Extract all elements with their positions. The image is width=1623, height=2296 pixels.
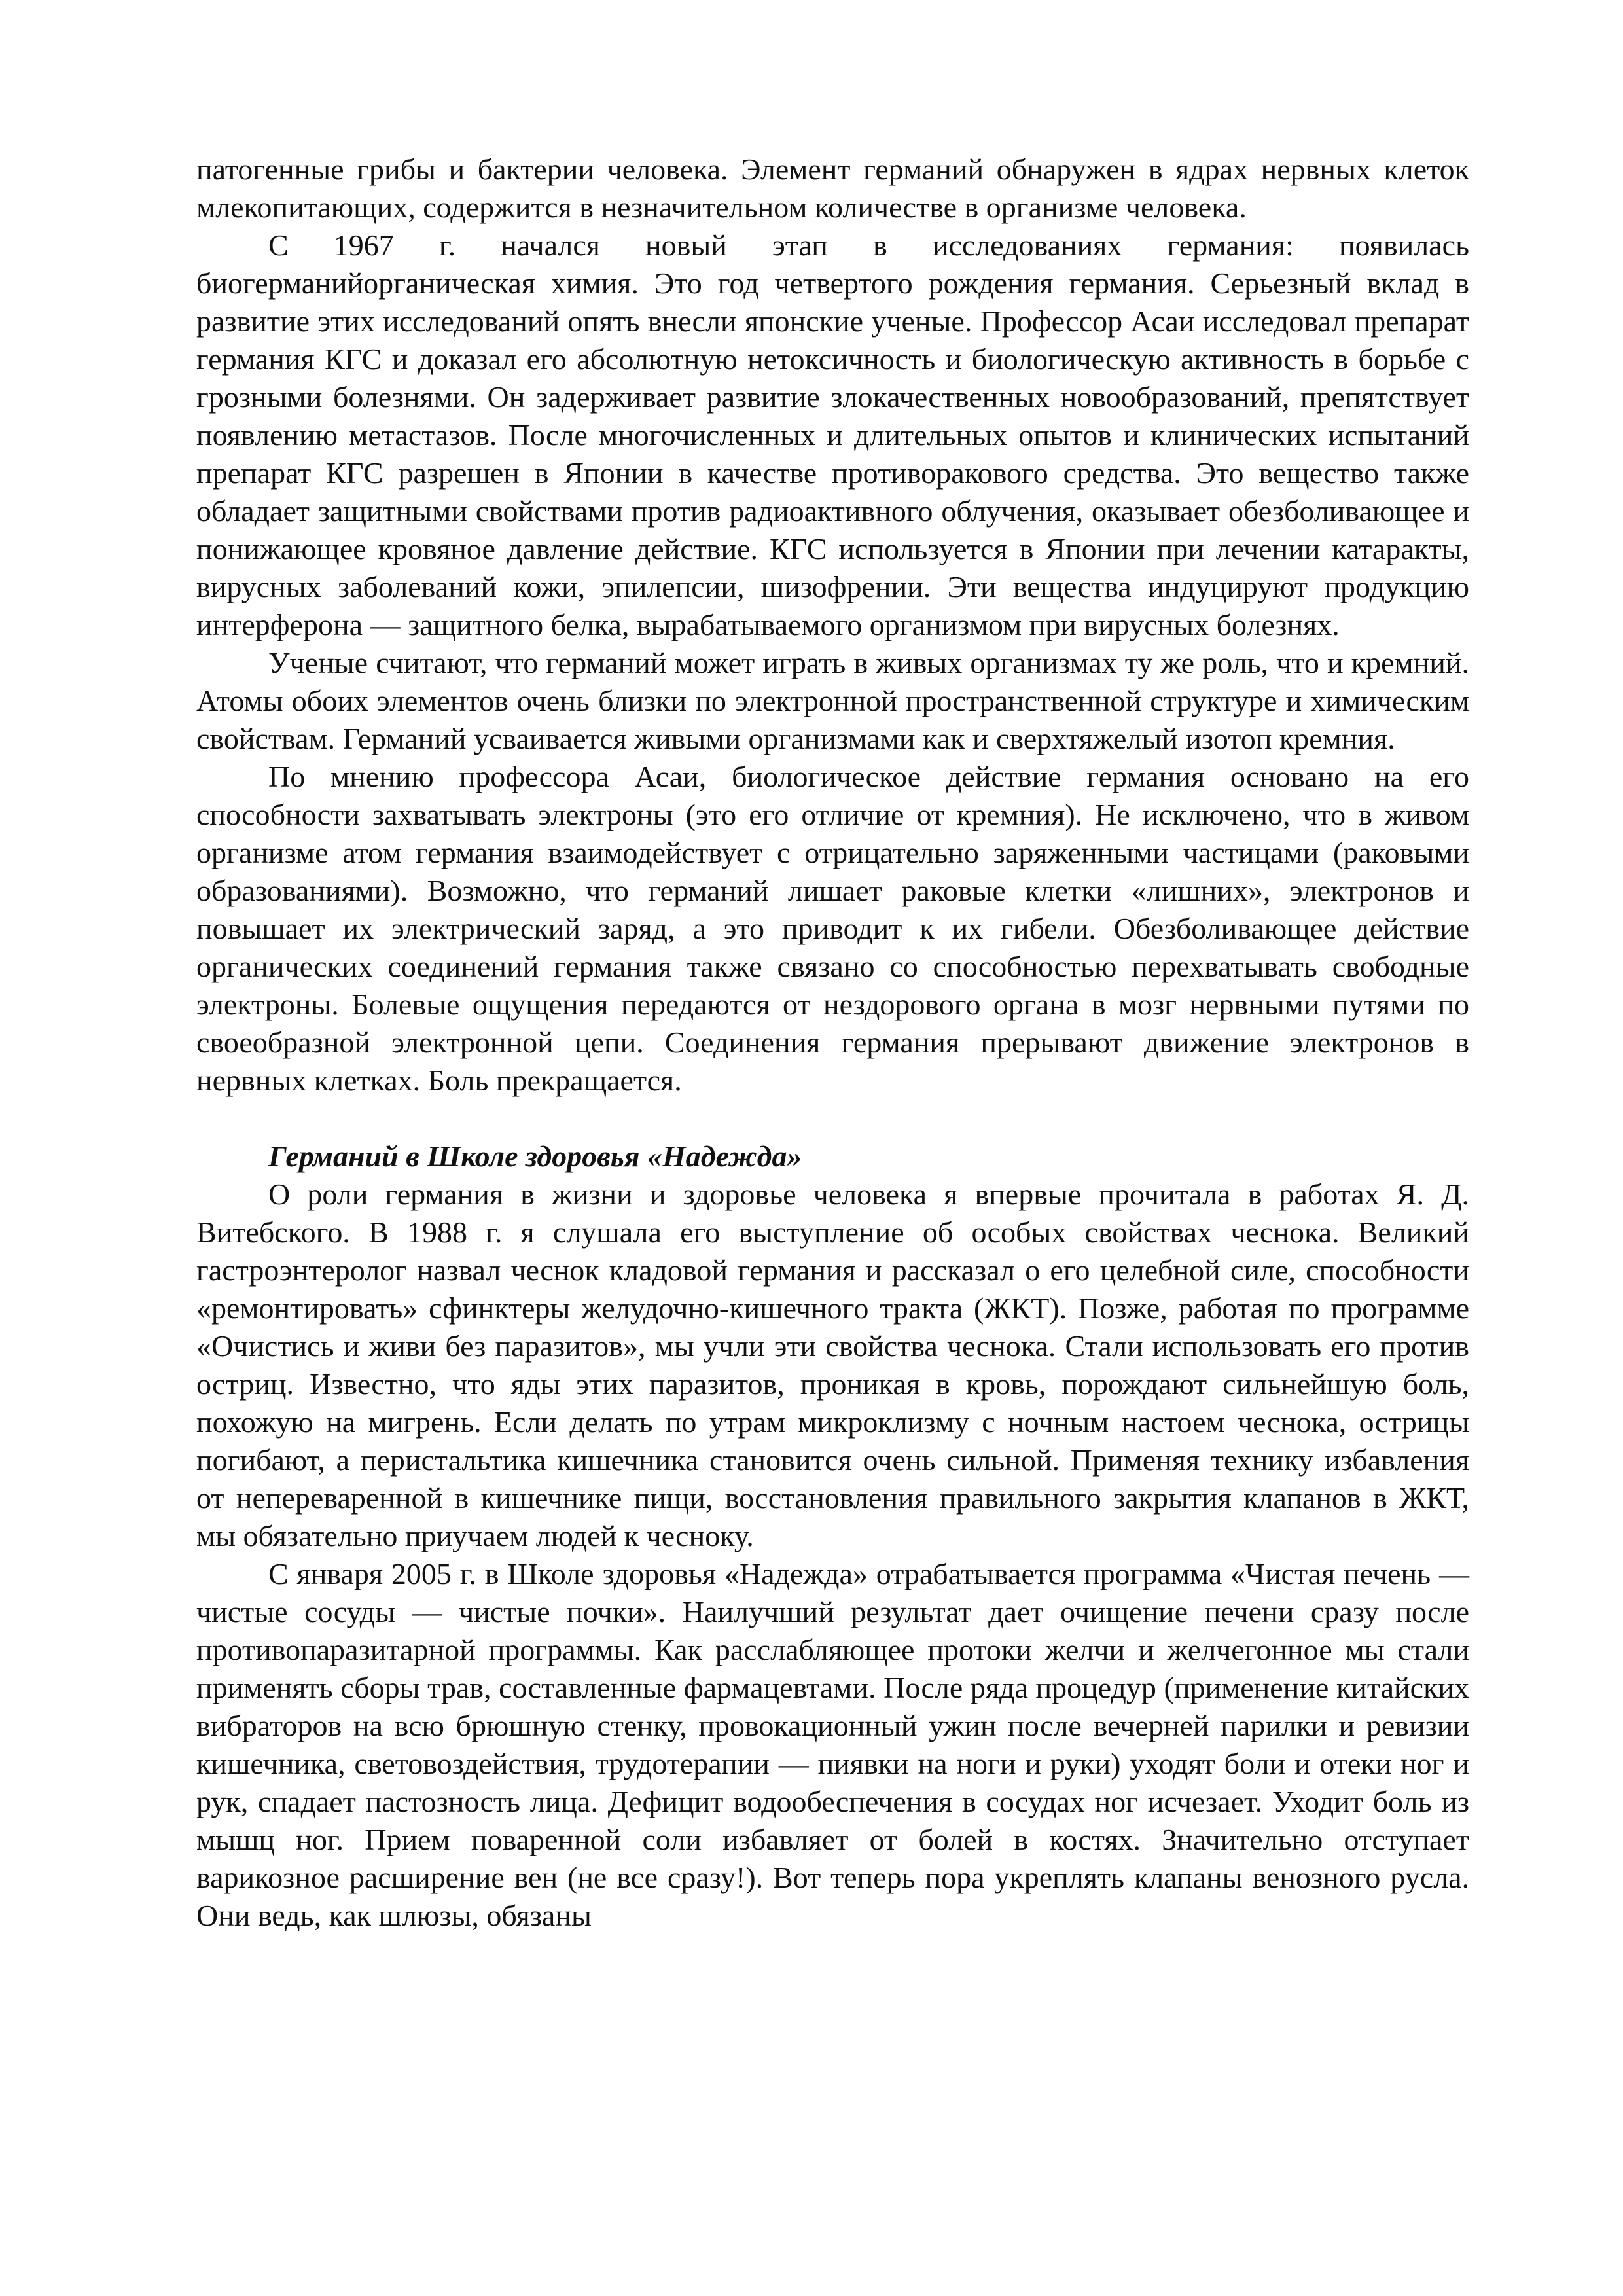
document-page: [196, 151, 1469, 1935]
section-heading: Германий в Школе здоровья «Надежда»: [268, 1139, 802, 1173]
paragraph-asai-opinion: По мнению профессора Асаи, биологическое действие германия основано на его способности захватывать электроны (это его отличие от кремния). Не исключено, что в живом организме атом германия взаимодействует с отрицательно заряженными частицами (раковыми образованиями). Возможно, что германий лишает раковые клетки «лишних», электронов и повышает их электрический заряд, а это приводит к их гибели. Обезболивающее действие органических соединений германия также связано со способностью перехватывать свободные электроны. Болевые ощущения передаются от нездорового органа в мозг нервными путями по своеобразной электронной цепи. Соединения германия прерывают движение электронов в нервных клетках. Боль прекращается.: [196, 760, 1469, 1097]
paragraph-1967-research: С 1967 г. начался новый этап в исследованиях германия: появилась биогерманийорганическая химия. Это год четвертого рождения германия. Серьезный вклад в развитие этих исследований опять внесли японские ученые. Профессор Асаи исследовал препарат германия КГС и доказал его абсолютную нетоксичность и биологическую активность в борьбе с грозными болезнями. Он задерживает развитие злокачественных новообразований, препятствует появлению метастазов. После многочисленных и длительных опытов и клинических испытаний препарат КГС разрешен в Японии в качестве противоракового средства. Это вещество также обладает защитными свойствами против радиоактивного облучения, оказывает обезболивающее и понижающее кровяное давление действие. КГС используется в Японии при лечении катаракты, вирусных заболеваний кожи, эпилепсии, шизофрении. Эти вещества индуцируют продукцию интерферона — защитного белка, вырабатываемого организмом при вирусных болезнях.: [196, 228, 1469, 641]
paragraph-2005-program: С января 2005 г. в Школе здоровья «Надежда» отрабатывается программа «Чистая печень — чистые сосуды — чистые почки». Наилучший результат дает очищение печени сразу после противопаразитарной программы. Как расслабляющее протоки желчи и желчегонное мы стали применять сборы трав, составленные фармацевтами. После ряда процедур (применение китайских вибраторов на всю брюшную стенку, провокационный ужин после вечерней парилки и ревизии кишечника, световоздействия, трудотерапии — пиявки на ноги и руки) уходят боли и отеки ног и рук, спадает пастозность лица. Дефицит водообеспечения в сосудах ног исчезает. Уходит боль из мышц ног. Прием поваренной соли избавляет от болей в костях. Значительно отступает варикозное расширение вен (не все сразу!). Вот теперь пора укреплять клапаны венозного русла. Они ведь, как шлюзы, обязаны: [196, 1557, 1469, 1932]
paragraph-germanium-silicon: Ученые считают, что германий может играть в живых организмах ту же роль, что и кремний. Атомы обоих элементов очень близки по электронной пространственной структуре и химическим свойствам. Германий усваивается живыми организмами как и сверхтяжелый изотоп кремния.: [196, 646, 1469, 755]
paragraph-vitebsky: О роли германия в жизни и здоровье человека я впервые прочитала в работах Я. Д. Витебского. В 1988 г. я слушала его выступление об особых свойствах чеснока. Великий гастроэнтеролог назвал чеснок кладовой германия и рассказал о его целебной силе, способности «ремонтировать» сфинктеры желудочно-кишечного тракта (ЖКТ). Позже, работая по программе «Очистись и живи без паразитов», мы учли эти свойства чеснока. Стали использовать его против остриц. Известно, что яды этих паразитов, проникая в кровь, порождают сильнейшую боль, похожую на мигрень. Если делать по утрам микроклизму с ночным настоем чеснока, острицы погибают, а перистальтика кишечника становится очень сильной. Применяя технику избавления от непереваренной в кишечнике пищи, восстановления правильного закрытия клапанов в ЖКТ, мы обязательно приучаем людей к чесноку.: [196, 1177, 1469, 1552]
paragraph-continuation: патогенные грибы и бактерии человека. Элемент германий обнаружен в ядрах нервных клеток млекопитающих, содержится в незначительном количестве в организме человека.: [196, 152, 1469, 224]
